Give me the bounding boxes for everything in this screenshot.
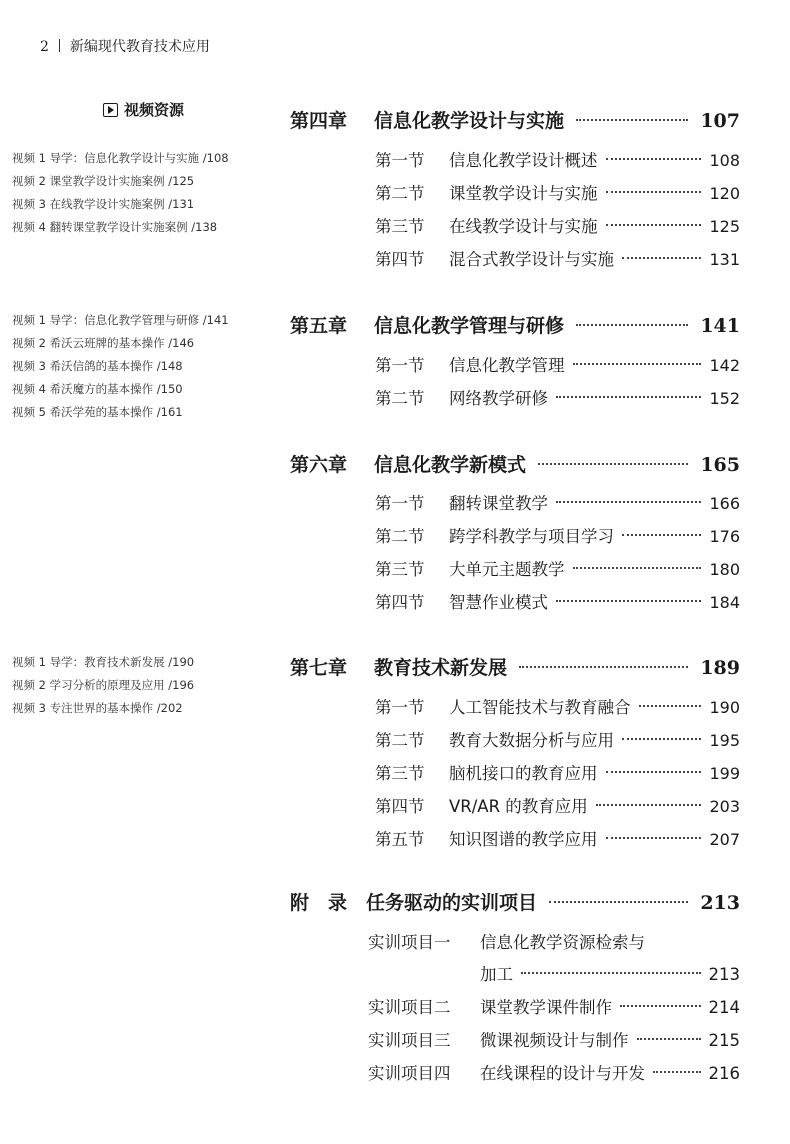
project-page: 216 [708, 1064, 740, 1083]
section-entry[interactable] [375, 760, 740, 784]
dot-leader [521, 972, 701, 974]
dot-leader [606, 224, 702, 226]
dot-leader [637, 1038, 701, 1040]
section-page: 184 [709, 593, 740, 612]
dot-leader [556, 396, 701, 398]
section-page: 108 [709, 151, 740, 170]
section-title: 课堂教学设计与实施 [449, 184, 598, 203]
section-label: 第一节 [375, 356, 425, 375]
section-page: 176 [709, 527, 740, 546]
section-label: 第一节 [375, 151, 425, 170]
section-label: 第五节 [375, 830, 425, 849]
section-label: 第三节 [375, 764, 425, 783]
dot-leader [596, 804, 702, 806]
section-title: 教育大数据分析与应用 [449, 731, 614, 750]
video-item[interactable]: 视频 2 课堂教学设计实施案例 /125 [12, 174, 195, 188]
section-entry[interactable] [375, 826, 740, 850]
section-page: 142 [709, 356, 740, 375]
section-page: 152 [709, 389, 740, 408]
section-label: 第四节 [375, 250, 425, 269]
video-item[interactable]: 视频 4 翻转课堂教学设计实施案例 /138 [12, 220, 218, 234]
section-entry[interactable] [375, 694, 740, 718]
section-entry[interactable] [375, 246, 740, 270]
section-title: 人工智能技术与教育融合 [449, 698, 631, 717]
dot-leader [576, 324, 688, 326]
section-title: 在线教学设计与实施 [449, 217, 598, 236]
project-label: 实训项目四 [368, 1064, 451, 1083]
dot-leader [606, 771, 702, 773]
section-label: 第二节 [375, 389, 425, 408]
chapter-label: 第四章 [290, 110, 348, 132]
project-entry[interactable] [368, 994, 740, 1018]
dot-leader [549, 901, 688, 903]
dot-leader [622, 257, 701, 259]
video-item[interactable]: 视频 1 导学：教育技术新发展 /190 [12, 655, 195, 669]
section-page: 166 [709, 494, 740, 513]
video-item[interactable]: 视频 3 在线教学设计实施案例 /131 [12, 197, 195, 211]
chapter-page: 165 [700, 454, 740, 476]
section-title: 网络教学研修 [449, 389, 548, 408]
project-page: 213 [708, 965, 740, 984]
chapter-title: 教育技术新发展 [374, 657, 508, 679]
section-label: 第二节 [375, 731, 425, 750]
section-title: VR/AR 的教育应用 [449, 797, 588, 816]
section-label: 第四节 [375, 593, 425, 612]
video-item[interactable]: 视频 5 希沃学苑的基本操作 /161 [12, 405, 183, 419]
project-page: 214 [708, 998, 740, 1017]
running-header [40, 36, 210, 56]
video-item[interactable]: 视频 2 学习分析的原理及应用 /196 [12, 678, 195, 692]
dot-leader [556, 600, 701, 602]
section-label: 第四节 [375, 797, 425, 816]
section-entry[interactable] [375, 727, 740, 751]
section-entry[interactable] [375, 793, 740, 817]
section-entry[interactable] [375, 385, 740, 409]
dot-leader [622, 738, 701, 740]
chapter-label: 第七章 [290, 657, 348, 679]
project-label: 实训项目二 [368, 998, 451, 1017]
appendix-label: 附 录 [290, 892, 348, 914]
dot-leader [639, 705, 702, 707]
dot-leader [538, 463, 688, 465]
video-item[interactable]: 视频 2 希沃云班牌的基本操作 /146 [12, 336, 195, 350]
header-divider [59, 39, 60, 52]
appendix-entry[interactable] [290, 888, 740, 915]
section-title: 智慧作业模式 [449, 593, 548, 612]
section-title: 信息化教学设计概述 [449, 151, 598, 170]
project-title: 在线课程的设计与开发 [480, 1064, 645, 1083]
dot-leader [573, 567, 702, 569]
section-title: 翻转课堂教学 [449, 494, 548, 513]
section-page: 120 [709, 184, 740, 203]
video-item[interactable]: 视频 4 希沃魔方的基本操作 /150 [12, 382, 183, 396]
dot-leader [556, 501, 701, 503]
project-page: 215 [708, 1031, 740, 1050]
video-resources-title [103, 99, 184, 120]
project-entry-continued[interactable] [480, 961, 740, 985]
appendix-title: 任务驱动的实训项目 [366, 892, 538, 914]
section-title: 知识图谱的教学应用 [449, 830, 598, 849]
section-title: 脑机接口的教育应用 [449, 764, 598, 783]
project-title: 课堂教学课件制作 [480, 998, 612, 1017]
project-entry[interactable] [368, 929, 740, 953]
section-entry[interactable] [375, 523, 740, 547]
video-item[interactable]: 视频 3 专注世界的基本操作 /202 [12, 701, 183, 715]
chapter-label: 第六章 [290, 454, 348, 476]
dot-leader [606, 837, 702, 839]
section-entry[interactable] [375, 556, 740, 580]
section-label: 第二节 [375, 184, 425, 203]
section-label: 第一节 [375, 494, 425, 513]
chapter-entry[interactable] [290, 311, 740, 338]
chapter-entry[interactable] [290, 653, 740, 680]
project-entry[interactable] [368, 1027, 740, 1051]
section-page: 190 [709, 698, 740, 717]
project-title-continued: 加工 [480, 965, 513, 984]
dot-leader [519, 666, 688, 668]
section-entry[interactable] [375, 213, 740, 237]
chapter-title: 信息化教学管理与研修 [374, 315, 565, 337]
section-title: 跨学科教学与项目学习 [449, 527, 614, 546]
section-title: 混合式教学设计与实施 [449, 250, 614, 269]
section-page: 180 [709, 560, 740, 579]
dot-leader [606, 191, 702, 193]
section-page: 203 [709, 797, 740, 816]
video-play-icon [103, 103, 118, 117]
project-title: 信息化教学资源检索与 [480, 933, 645, 952]
project-label: 实训项目一 [368, 933, 451, 952]
chapter-page: 189 [700, 657, 740, 679]
chapter-entry[interactable] [290, 450, 740, 477]
section-page: 131 [709, 250, 740, 269]
section-page: 199 [709, 764, 740, 783]
video-item[interactable]: 视频 1 导学：信息化教学管理与研修 /141 [12, 313, 229, 327]
section-entry[interactable] [375, 180, 740, 204]
dot-leader [620, 1005, 701, 1007]
section-page: 195 [709, 731, 740, 750]
section-label: 第二节 [375, 527, 425, 546]
section-entry[interactable] [375, 490, 740, 514]
chapter-entry[interactable] [290, 106, 740, 133]
appendix-page: 213 [700, 892, 740, 914]
project-entry[interactable] [368, 1060, 740, 1084]
section-label: 第三节 [375, 560, 425, 579]
dot-leader [653, 1071, 701, 1073]
chapter-label: 第五章 [290, 315, 348, 337]
section-title: 大单元主题教学 [449, 560, 565, 579]
section-entry[interactable] [375, 147, 740, 171]
dot-leader [606, 158, 702, 160]
video-resources-label: 视频资源 [124, 101, 185, 119]
project-label: 实训项目三 [368, 1031, 451, 1050]
dot-leader [622, 534, 701, 536]
section-entry[interactable] [375, 352, 740, 376]
dot-leader [573, 363, 702, 365]
dot-leader [576, 119, 688, 121]
chapter-title: 信息化教学设计与实施 [374, 110, 565, 132]
section-page: 125 [709, 217, 740, 236]
page-number: 2 [40, 39, 49, 55]
section-entry[interactable] [375, 589, 740, 613]
chapter-title: 信息化教学新模式 [374, 454, 527, 476]
project-title: 微课视频设计与制作 [480, 1031, 629, 1050]
video-item[interactable]: 视频 1 导学：信息化教学设计与实施 /108 [12, 151, 229, 165]
section-label: 第三节 [375, 217, 425, 236]
video-item[interactable]: 视频 3 希沃信鸽的基本操作 /148 [12, 359, 183, 373]
chapter-page: 141 [700, 315, 740, 337]
section-label: 第一节 [375, 698, 425, 717]
book-title: 新编现代教育技术应用 [69, 39, 210, 55]
section-title: 信息化教学管理 [449, 356, 565, 375]
section-page: 207 [709, 830, 740, 849]
chapter-page: 107 [700, 110, 740, 132]
